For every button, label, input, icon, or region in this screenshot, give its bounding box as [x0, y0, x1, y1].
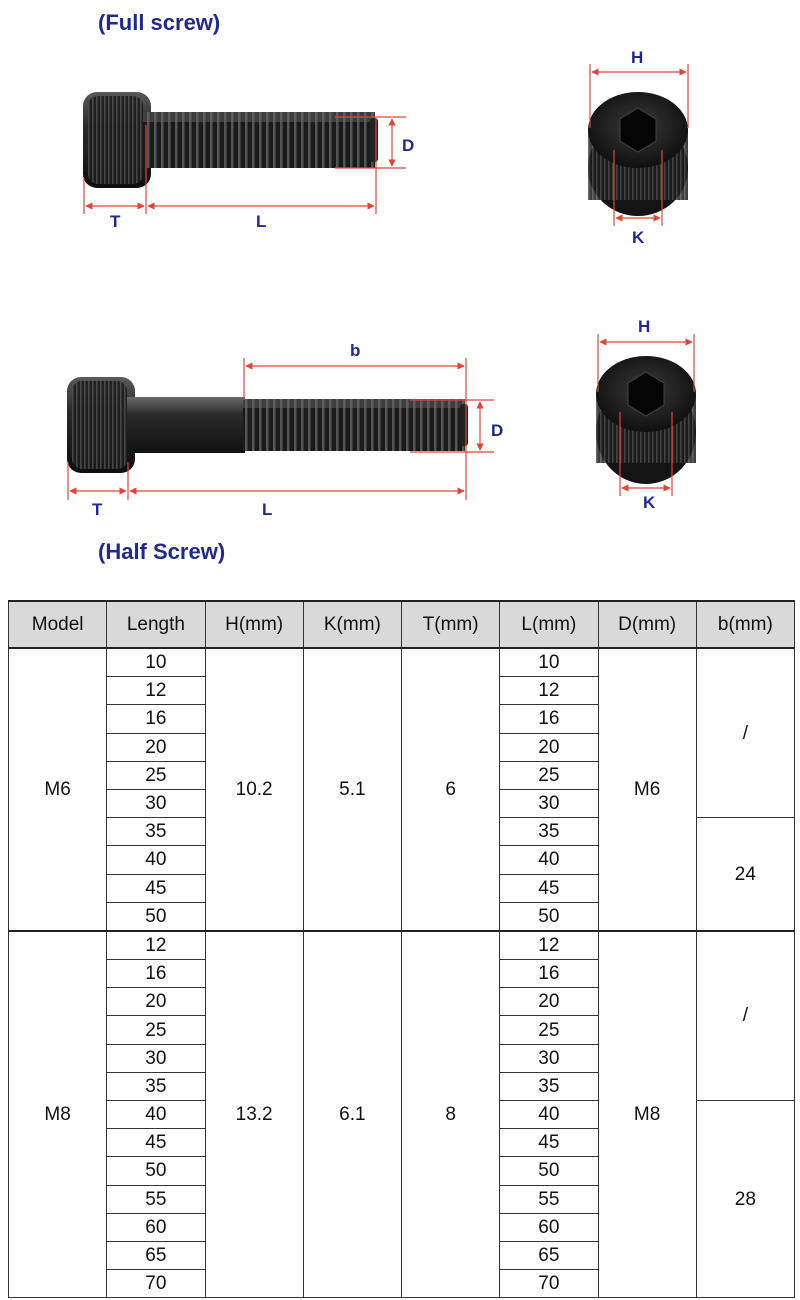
- cell-b: /: [696, 931, 794, 1101]
- model-group-m6: [9, 648, 795, 931]
- cell-length: 30: [107, 789, 205, 817]
- cell-l: 10: [500, 648, 598, 677]
- half-dim-l-label: L: [262, 500, 273, 519]
- cell-length: 20: [107, 733, 205, 761]
- half-screw-heading: (Half Screw): [98, 539, 226, 564]
- header-d: D(mm): [598, 601, 696, 648]
- header-row: [9, 601, 795, 648]
- cell-length: 12: [107, 677, 205, 705]
- cell-length: 12: [107, 931, 205, 960]
- cell-length: 40: [107, 846, 205, 874]
- cell-length: 40: [107, 1101, 205, 1129]
- cell-l: 50: [500, 1157, 598, 1185]
- table-row: [9, 931, 795, 960]
- cell-length: 45: [107, 1129, 205, 1157]
- header-k: K(mm): [303, 601, 401, 648]
- cell-h: 10.2: [205, 648, 303, 931]
- cell-l: 25: [500, 761, 598, 789]
- half-screw-end-view: [596, 356, 696, 484]
- cell-d: M8: [598, 931, 696, 1298]
- cell-l: 60: [500, 1213, 598, 1241]
- cell-l: 45: [500, 1129, 598, 1157]
- cell-length: 70: [107, 1270, 205, 1298]
- cell-b: /: [696, 648, 794, 818]
- cell-length: 20: [107, 988, 205, 1016]
- header-length: Length: [107, 601, 205, 648]
- header-b: b(mm): [696, 601, 794, 648]
- full-dim-h-label: H: [631, 48, 644, 67]
- header-h: H(mm): [205, 601, 303, 648]
- cell-model: M8: [9, 931, 107, 1298]
- full-screw-heading: (Full screw): [98, 10, 221, 35]
- cell-l: 20: [500, 733, 598, 761]
- cell-t: 6: [402, 648, 500, 931]
- cell-length: 45: [107, 874, 205, 902]
- cell-length: 50: [107, 902, 205, 931]
- cell-l: 12: [500, 931, 598, 960]
- cell-l: 50: [500, 902, 598, 931]
- table-row: [9, 648, 795, 677]
- half-dim-d-label: D: [491, 421, 504, 440]
- cell-t: 8: [402, 931, 500, 1298]
- half-dim-k-label: K: [643, 493, 656, 512]
- half-screw-side-view: [67, 377, 468, 473]
- cell-l: 16: [500, 960, 598, 988]
- cell-b: 24: [696, 818, 794, 931]
- cell-length: 25: [107, 761, 205, 789]
- cell-length: 50: [107, 1157, 205, 1185]
- cell-length: 60: [107, 1213, 205, 1241]
- cell-length: 16: [107, 705, 205, 733]
- half-dim-h-label: H: [638, 317, 651, 336]
- cell-l: 30: [500, 1044, 598, 1072]
- cell-k: 5.1: [303, 648, 401, 931]
- header-t: T(mm): [402, 601, 500, 648]
- half-dim-b-label: b: [350, 341, 361, 360]
- cell-l: 35: [500, 818, 598, 846]
- full-dim-l-label: L: [256, 212, 267, 231]
- table-header: [9, 601, 795, 648]
- cell-l: 16: [500, 705, 598, 733]
- cell-l: 12: [500, 677, 598, 705]
- half-dim-t-label: T: [92, 500, 103, 519]
- cell-length: 55: [107, 1185, 205, 1213]
- cell-l: 65: [500, 1241, 598, 1269]
- cell-d: M6: [598, 648, 696, 931]
- cell-length: 35: [107, 818, 205, 846]
- cell-length: 25: [107, 1016, 205, 1044]
- header-l: L(mm): [500, 601, 598, 648]
- cell-l: 70: [500, 1270, 598, 1298]
- model-group-m8: [9, 931, 795, 1298]
- cell-l: 40: [500, 846, 598, 874]
- cell-length: 16: [107, 960, 205, 988]
- cell-l: 55: [500, 1185, 598, 1213]
- full-screw-end-view: [588, 92, 688, 216]
- cell-model: M6: [9, 648, 107, 931]
- full-screw-side-view: [83, 92, 378, 188]
- cell-l: 40: [500, 1101, 598, 1129]
- cell-k: 6.1: [303, 931, 401, 1298]
- cell-length: 30: [107, 1044, 205, 1072]
- specification-table: [8, 600, 795, 1298]
- cell-l: 25: [500, 1016, 598, 1044]
- cell-length: 10: [107, 648, 205, 677]
- cell-length: 65: [107, 1241, 205, 1269]
- cell-length: 35: [107, 1072, 205, 1100]
- header-model: Model: [9, 601, 107, 648]
- full-dim-k-label: K: [632, 228, 645, 247]
- cell-l: 30: [500, 789, 598, 817]
- screw-diagrams: [0, 0, 800, 560]
- cell-b: 28: [696, 1101, 794, 1298]
- cell-l: 45: [500, 874, 598, 902]
- cell-l: 20: [500, 988, 598, 1016]
- full-dim-t-label: T: [110, 212, 121, 231]
- cell-h: 13.2: [205, 931, 303, 1298]
- cell-l: 35: [500, 1072, 598, 1100]
- full-dim-d-label: D: [402, 136, 415, 155]
